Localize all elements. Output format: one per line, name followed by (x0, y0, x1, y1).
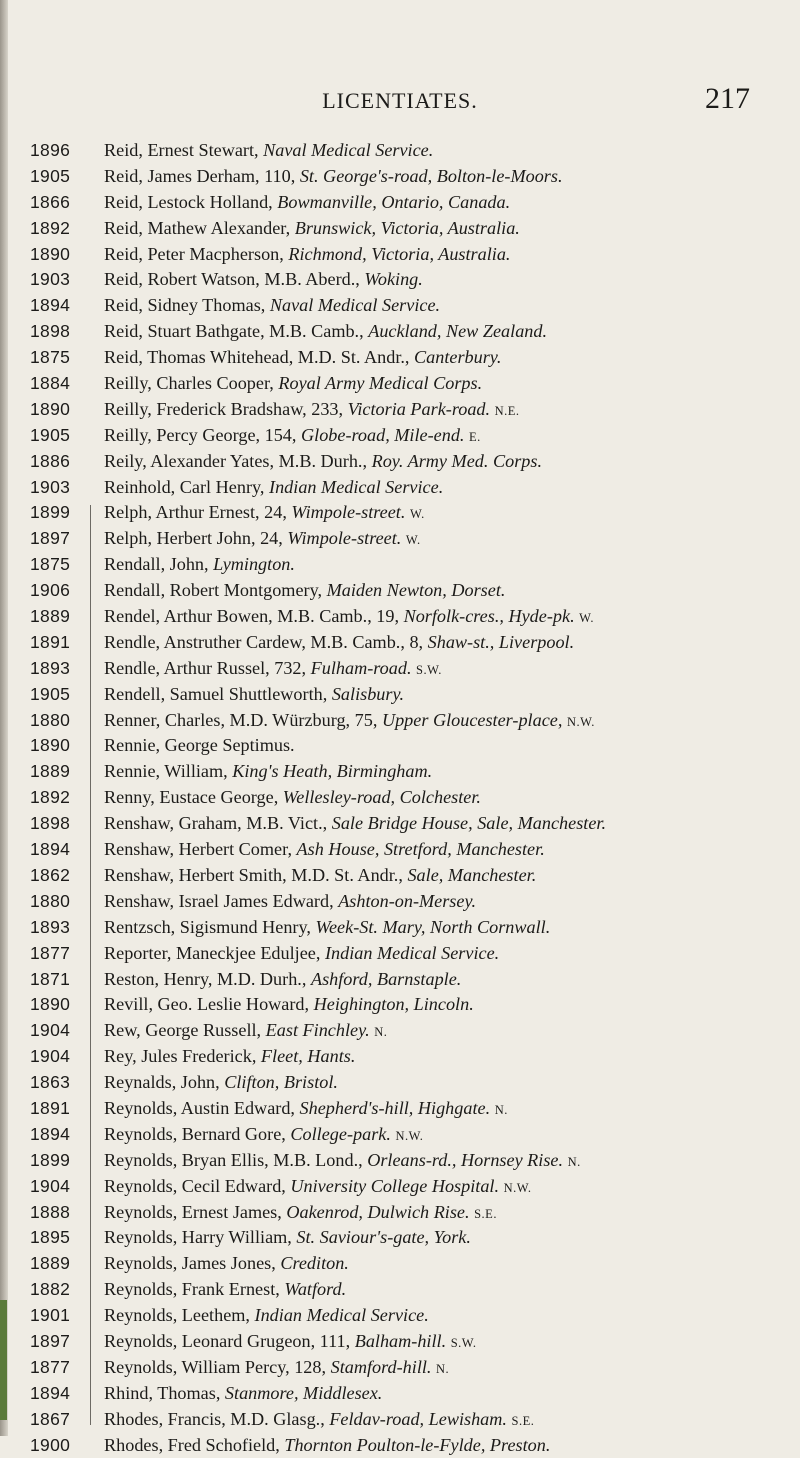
entry-text (104, 397, 800, 425)
entry-year: 1896 (30, 140, 71, 160)
list-item (30, 1433, 800, 1458)
entry-name: Rendell, Samuel Shuttleworth, (104, 683, 332, 704)
list-item (30, 837, 800, 863)
list-item (30, 1303, 800, 1329)
entry-year: 1897 (30, 1330, 71, 1351)
entry-text (104, 216, 800, 242)
entry-name: Reynolds, Frank Ernest, (104, 1279, 285, 1300)
entry-text (104, 1044, 800, 1070)
entry-name: Revill, Geo. Leslie Howard, (104, 994, 314, 1015)
entry-text (104, 1200, 800, 1228)
entry-text (104, 552, 800, 578)
entry-name: Reid, Robert Watson, M.B. Aberd., (104, 269, 365, 290)
entry-name: Rew, George Russell, (104, 1020, 266, 1041)
entry-name: Reily, Alexander Yates, M.B. Durh., (104, 450, 372, 471)
entry-address: Woking. (364, 269, 423, 290)
entry-address: Wimpole-street. (291, 502, 406, 523)
list-item (30, 708, 800, 734)
entry-text (104, 1303, 800, 1329)
entry-name: Reid, Sidney Thomas, (104, 295, 270, 316)
entry-address: Lymington. (213, 554, 295, 575)
entry-name: Renner, Charles, M.D. Würzburg, 75, (104, 709, 382, 730)
entry-address: Stamford-hill. (330, 1356, 432, 1377)
entry-address: Bowmanville, Ontario, Canada. (277, 191, 511, 212)
entry-year: 1904 (30, 1020, 71, 1041)
entry-address: College-park. (290, 1123, 391, 1144)
entry-name: Rendle, Anstruther Cardew, M.B. Camb., 8, (104, 631, 428, 652)
entry-text (104, 604, 800, 632)
entry-address: Feldav-road, Lewisham. (329, 1408, 507, 1429)
entry-name: Reynolds, Leethem, (104, 1305, 255, 1326)
entry-name: Renshaw, Herbert Smith, M.D. St. Andr., (104, 864, 408, 885)
entry-text (104, 267, 800, 293)
entry-year: 1867 (30, 1408, 71, 1429)
entry-year: 1899 (30, 1149, 71, 1170)
entry-address: Clifton, Bristol. (224, 1072, 338, 1093)
entry-address: Roy. Army Med. Corps. (371, 450, 542, 471)
list-item (30, 992, 800, 1018)
entry-name: Reynolds, James Jones, (104, 1253, 281, 1274)
list-item (30, 138, 800, 164)
list-item (30, 785, 800, 811)
entry-address: Shaw-st., Liverpool. (427, 631, 575, 652)
entry-address: Ash House, Stretford, Manchester. (296, 839, 545, 860)
entry-year: 1877 (30, 1356, 71, 1377)
page-gutter-shadow (0, 0, 8, 1436)
entry-name: Rennie, George Septimus. (104, 735, 295, 756)
entry-address: Watford. (284, 1279, 347, 1300)
entry-year: 1898 (30, 813, 71, 834)
entry-address: Ashford, Barnstaple. (310, 968, 462, 989)
entry-postal-district: N.W. (503, 1180, 532, 1195)
entry-address: Naval Medical Service. (269, 295, 441, 316)
list-item (30, 1329, 800, 1355)
entry-name: Reynolds, William Percy, 128, (104, 1356, 331, 1377)
entry-address: Norfolk-cres., Hyde-pk. (403, 606, 575, 627)
entry-name: Relph, Arthur Ernest, 24, (104, 502, 292, 523)
entry-name: Reporter, Maneckjee Eduljee, (104, 942, 325, 963)
entry-year: 1899 (30, 502, 71, 523)
entry-year: 1877 (30, 942, 71, 963)
entry-address: Sale Bridge House, Sale, Manchester. (331, 813, 607, 834)
entry-year: 1903 (30, 269, 71, 290)
entry-text (104, 371, 800, 397)
list-item (30, 915, 800, 941)
entry-address: Crediton. (280, 1253, 349, 1274)
entry-name: Reynolds, Harry William, (104, 1227, 297, 1248)
entry-address: Fleet, Hants. (260, 1046, 356, 1067)
entry-text (104, 1329, 800, 1357)
entry-year: 1890 (30, 735, 71, 756)
entry-address: East Finchley. (265, 1020, 370, 1041)
entry-year: 1904 (30, 1175, 71, 1196)
entry-address: Shepherd's-hill, Highgate. (299, 1097, 491, 1118)
page-header (0, 82, 800, 118)
entry-text (104, 293, 800, 319)
entry-address: Salisbury. (331, 683, 405, 704)
entry-postal-district: N.W. (395, 1128, 424, 1143)
entry-name: Reynolds, Bryan Ellis, M.B. Lond., (104, 1149, 368, 1170)
entry-year: 1901 (30, 1305, 71, 1326)
list-item (30, 267, 800, 293)
list-item (30, 1174, 800, 1200)
entry-address: University College Hospital. (290, 1175, 500, 1196)
entry-address: Wellesley-road, Colchester. (282, 787, 481, 808)
entry-text (104, 992, 800, 1018)
entry-year: 1890 (30, 994, 71, 1015)
list-item (30, 1381, 800, 1407)
entry-text (104, 733, 800, 759)
entry-postal-district: W. (579, 611, 594, 626)
entry-year: 1886 (30, 450, 71, 471)
entry-address: Thornton Poulton-le-Fylde, Preston. (284, 1434, 551, 1455)
entry-postal-district: N. (567, 1154, 581, 1169)
list-item (30, 526, 800, 552)
list-item (30, 1148, 800, 1174)
entry-text (104, 915, 800, 941)
entry-year: 1894 (30, 1123, 71, 1144)
list-item (30, 604, 800, 630)
entry-name: Rendel, Arthur Bowen, M.B. Camb., 19, (104, 606, 404, 627)
entry-year: 1880 (30, 709, 71, 730)
entry-name: Rennie, William, (104, 761, 233, 782)
entry-name: Reynolds, Cecil Edward, (104, 1175, 291, 1196)
entry-year: 1862 (30, 864, 71, 885)
entry-text (104, 941, 800, 967)
entry-postal-district: E. (469, 429, 481, 444)
entry-text (104, 630, 800, 656)
entry-name: Reid, Lestock Holland, (104, 191, 278, 212)
entry-address: St. Saviour's-gate, York. (296, 1227, 471, 1248)
entry-text (104, 1122, 800, 1150)
entry-text (104, 138, 800, 164)
entry-year: 1884 (30, 373, 71, 394)
entry-name: Renshaw, Israel James Edward, (104, 890, 339, 911)
entry-name: Renny, Eustace George, (104, 787, 283, 808)
entry-name: Rhodes, Francis, M.D. Glasg., (104, 1408, 330, 1429)
entry-postal-district: S.W. (416, 662, 442, 677)
entry-name: Rendle, Arthur Russel, 732, (104, 657, 311, 678)
list-item (30, 475, 800, 501)
entry-year: 1897 (30, 528, 71, 549)
list-item (30, 552, 800, 578)
entry-year: 1904 (30, 1046, 71, 1067)
entry-text (104, 1251, 800, 1277)
page-number: 217 (705, 82, 750, 115)
entry-text (104, 1148, 800, 1176)
entry-text (104, 242, 800, 268)
entry-name: Rey, Jules Frederick, (104, 1046, 261, 1067)
entry-year: 1894 (30, 1382, 71, 1403)
entry-text (104, 319, 800, 345)
entry-text (104, 1381, 800, 1407)
entry-address: Naval Medical Service. (263, 140, 434, 160)
list-item (30, 1277, 800, 1303)
entry-year: 1894 (30, 295, 71, 316)
entry-postal-district: W. (405, 533, 421, 548)
entry-year: 1898 (30, 321, 71, 342)
entry-text (104, 811, 800, 837)
entry-text (104, 423, 800, 451)
entry-text (104, 449, 800, 475)
entry-address: Indian Medical Service. (324, 942, 500, 963)
entry-text (104, 682, 800, 708)
list-item (30, 242, 800, 268)
entry-year: 1903 (30, 476, 71, 497)
entry-text (104, 656, 800, 684)
list-item (30, 733, 800, 759)
list-item (30, 1225, 800, 1251)
entry-year: 1889 (30, 761, 71, 782)
entry-name: Reid, Stuart Bathgate, M.B. Camb., (104, 321, 369, 342)
list-item (30, 1096, 800, 1122)
entry-year: 1893 (30, 916, 71, 937)
entry-name: Reilly, Frederick Bradshaw, 233, (104, 398, 348, 419)
entry-address: Maiden Newton, Dorset. (326, 580, 506, 601)
running-head: LICENTIATES. (322, 88, 478, 113)
list-item (30, 578, 800, 604)
entry-postal-district: N.E. (494, 403, 520, 418)
list-item (30, 1018, 800, 1044)
entry-address: Stanmore, Middlesex. (224, 1382, 383, 1403)
entry-year: 1875 (30, 554, 71, 575)
entry-name: Rendall, John, (104, 554, 214, 575)
entry-text (104, 1407, 800, 1435)
entry-year: 1882 (30, 1279, 71, 1300)
entry-postal-district: S.E. (474, 1206, 497, 1221)
entry-name: Rhodes, Fred Schofield, (104, 1434, 285, 1455)
entry-text (104, 578, 800, 604)
entry-address: Globe-road, Mile-end. (301, 424, 465, 445)
page-edge-stain (0, 1300, 7, 1420)
entry-text (104, 475, 800, 501)
entry-name: Reynalds, John, (104, 1072, 225, 1093)
entry-name: Rhind, Thomas, (104, 1382, 225, 1403)
entry-year: 1880 (30, 890, 71, 911)
entry-name: Reynolds, Leonard Grugeon, 111, (104, 1330, 355, 1351)
entry-name: Rentzsch, Sigismund Henry, (104, 916, 316, 937)
entry-text (104, 889, 800, 915)
list-item (30, 423, 800, 449)
entry-postal-district: N. (494, 1102, 508, 1117)
entry-year: 1889 (30, 1253, 71, 1274)
entry-text (104, 1355, 800, 1383)
entry-name: Reynolds, Bernard Gore, (104, 1123, 291, 1144)
list-item (30, 190, 800, 216)
entry-address: Auckland, New Zealand. (368, 321, 548, 342)
entry-year: 1894 (30, 839, 71, 860)
entry-text (104, 759, 800, 785)
entry-name: Reinhold, Carl Henry, (104, 476, 270, 497)
list-item (30, 1355, 800, 1381)
list-item (30, 941, 800, 967)
list-item (30, 656, 800, 682)
entry-address: Wimpole-street. (287, 528, 402, 549)
list-item (30, 319, 800, 345)
entry-name: Reid, Thomas Whitehead, M.D. St. Andr., (104, 347, 415, 368)
entry-text (104, 345, 800, 371)
entry-address: Sale, Manchester. (407, 864, 537, 885)
entry-year: 1890 (30, 243, 71, 264)
entry-address: Richmond, Victoria, Australia. (288, 243, 511, 264)
entry-year: 1888 (30, 1201, 71, 1222)
entry-name: Reilly, Charles Cooper, (104, 373, 279, 394)
entry-address: Canterbury. (414, 347, 502, 368)
entry-address: Brunswick, Victoria, Australia. (294, 217, 520, 238)
entry-text (104, 1018, 800, 1046)
list-item (30, 397, 800, 423)
list-item (30, 164, 800, 190)
entry-name: Renshaw, Herbert Comer, (104, 839, 297, 860)
list-item (30, 1200, 800, 1226)
entry-year: 1905 (30, 424, 71, 445)
entry-text (104, 190, 800, 216)
entry-text (104, 1433, 800, 1458)
entry-name: Reid, Peter Macpherson, (104, 243, 289, 264)
entry-year: 1891 (30, 1097, 71, 1118)
entry-address: Oakenrod, Dulwich Rise. (286, 1201, 470, 1222)
entry-year: 1891 (30, 631, 71, 652)
entry-text (104, 708, 800, 736)
entry-year: 1863 (30, 1072, 71, 1093)
entry-name: Relph, Herbert John, 24, (104, 528, 288, 549)
list-item (30, 500, 800, 526)
entry-name: Renshaw, Graham, M.B. Vict., (104, 813, 332, 834)
list-item (30, 759, 800, 785)
list-item (30, 1044, 800, 1070)
list-item (30, 1407, 800, 1433)
list-item (30, 1122, 800, 1148)
entry-text (104, 500, 800, 528)
entry-address: Ashton-on-Mersey. (338, 890, 477, 911)
licentiate-list (30, 138, 800, 1458)
entry-address: Victoria Park-road. (347, 398, 491, 419)
entry-postal-district: N. (374, 1025, 388, 1040)
entry-address: Heighington, Lincoln. (313, 994, 474, 1015)
entry-address: Indian Medical Service. (254, 1305, 429, 1326)
entry-year: 1905 (30, 683, 71, 704)
list-item (30, 293, 800, 319)
entry-text (104, 164, 800, 190)
list-item (30, 216, 800, 242)
entry-year: 1906 (30, 580, 71, 601)
entry-text (104, 1174, 800, 1202)
entry-year: 1866 (30, 191, 71, 212)
list-item (30, 630, 800, 656)
entry-text (104, 526, 800, 554)
list-item (30, 863, 800, 889)
list-item (30, 967, 800, 993)
entry-year: 1892 (30, 217, 71, 238)
list-item (30, 889, 800, 915)
entry-address: Indian Medical Service. (269, 476, 444, 497)
list-item (30, 1070, 800, 1096)
entry-name: Reid, Ernest Stewart, (104, 140, 264, 160)
entry-text (104, 837, 800, 863)
entry-name: Reston, Henry, M.D. Durh., (104, 968, 311, 989)
entry-name: Rendall, Robert Montgomery, (104, 580, 327, 601)
entry-year: 1871 (30, 968, 71, 989)
entry-postal-district: W. (409, 507, 425, 522)
entry-address: Upper Gloucester-place, (381, 709, 563, 730)
entry-text (104, 1277, 800, 1303)
list-item (30, 449, 800, 475)
entry-address: Royal Army Medical Corps. (278, 373, 483, 394)
entry-postal-district: S.W. (450, 1335, 477, 1350)
entry-name: Reid, Mathew Alexander, (104, 217, 295, 238)
entry-address: King's Heath, Birmingham. (232, 761, 433, 782)
list-item (30, 371, 800, 397)
entry-name: Reilly, Percy George, 154, (104, 424, 301, 445)
entry-postal-district: S.E. (511, 1413, 535, 1428)
entry-text (104, 967, 800, 993)
entry-postal-district: N. (436, 1361, 450, 1376)
entry-name: Reynolds, Austin Edward, (104, 1097, 300, 1118)
entry-address: Balham-hill. (354, 1330, 447, 1351)
entry-year: 1889 (30, 606, 71, 627)
entry-address: Fulham-road. (310, 657, 412, 678)
entry-year: 1892 (30, 787, 71, 808)
entry-year: 1890 (30, 398, 71, 419)
entry-name: Reynolds, Ernest James, (104, 1201, 287, 1222)
entry-year: 1893 (30, 657, 71, 678)
entry-address: St. George's-road, Bolton-le-Moors. (299, 165, 563, 186)
entry-text (104, 785, 800, 811)
entry-year: 1900 (30, 1434, 71, 1455)
entry-text (104, 1225, 800, 1251)
entry-name: Reid, James Derham, 110, (104, 165, 300, 186)
list-item (30, 811, 800, 837)
list-item (30, 682, 800, 708)
entry-address: Orleans-rd., Hornsey Rise. (367, 1149, 564, 1170)
entry-address: Week-St. Mary, North Cornwall. (315, 916, 551, 937)
list-item (30, 345, 800, 371)
entry-text (104, 1070, 800, 1096)
entry-year: 1895 (30, 1227, 71, 1248)
entry-text (104, 863, 800, 889)
entry-text (104, 1096, 800, 1124)
entry-year: 1905 (30, 165, 71, 186)
entry-year: 1875 (30, 347, 71, 368)
list-item (30, 1251, 800, 1277)
entry-postal-district: N.W. (566, 714, 595, 729)
